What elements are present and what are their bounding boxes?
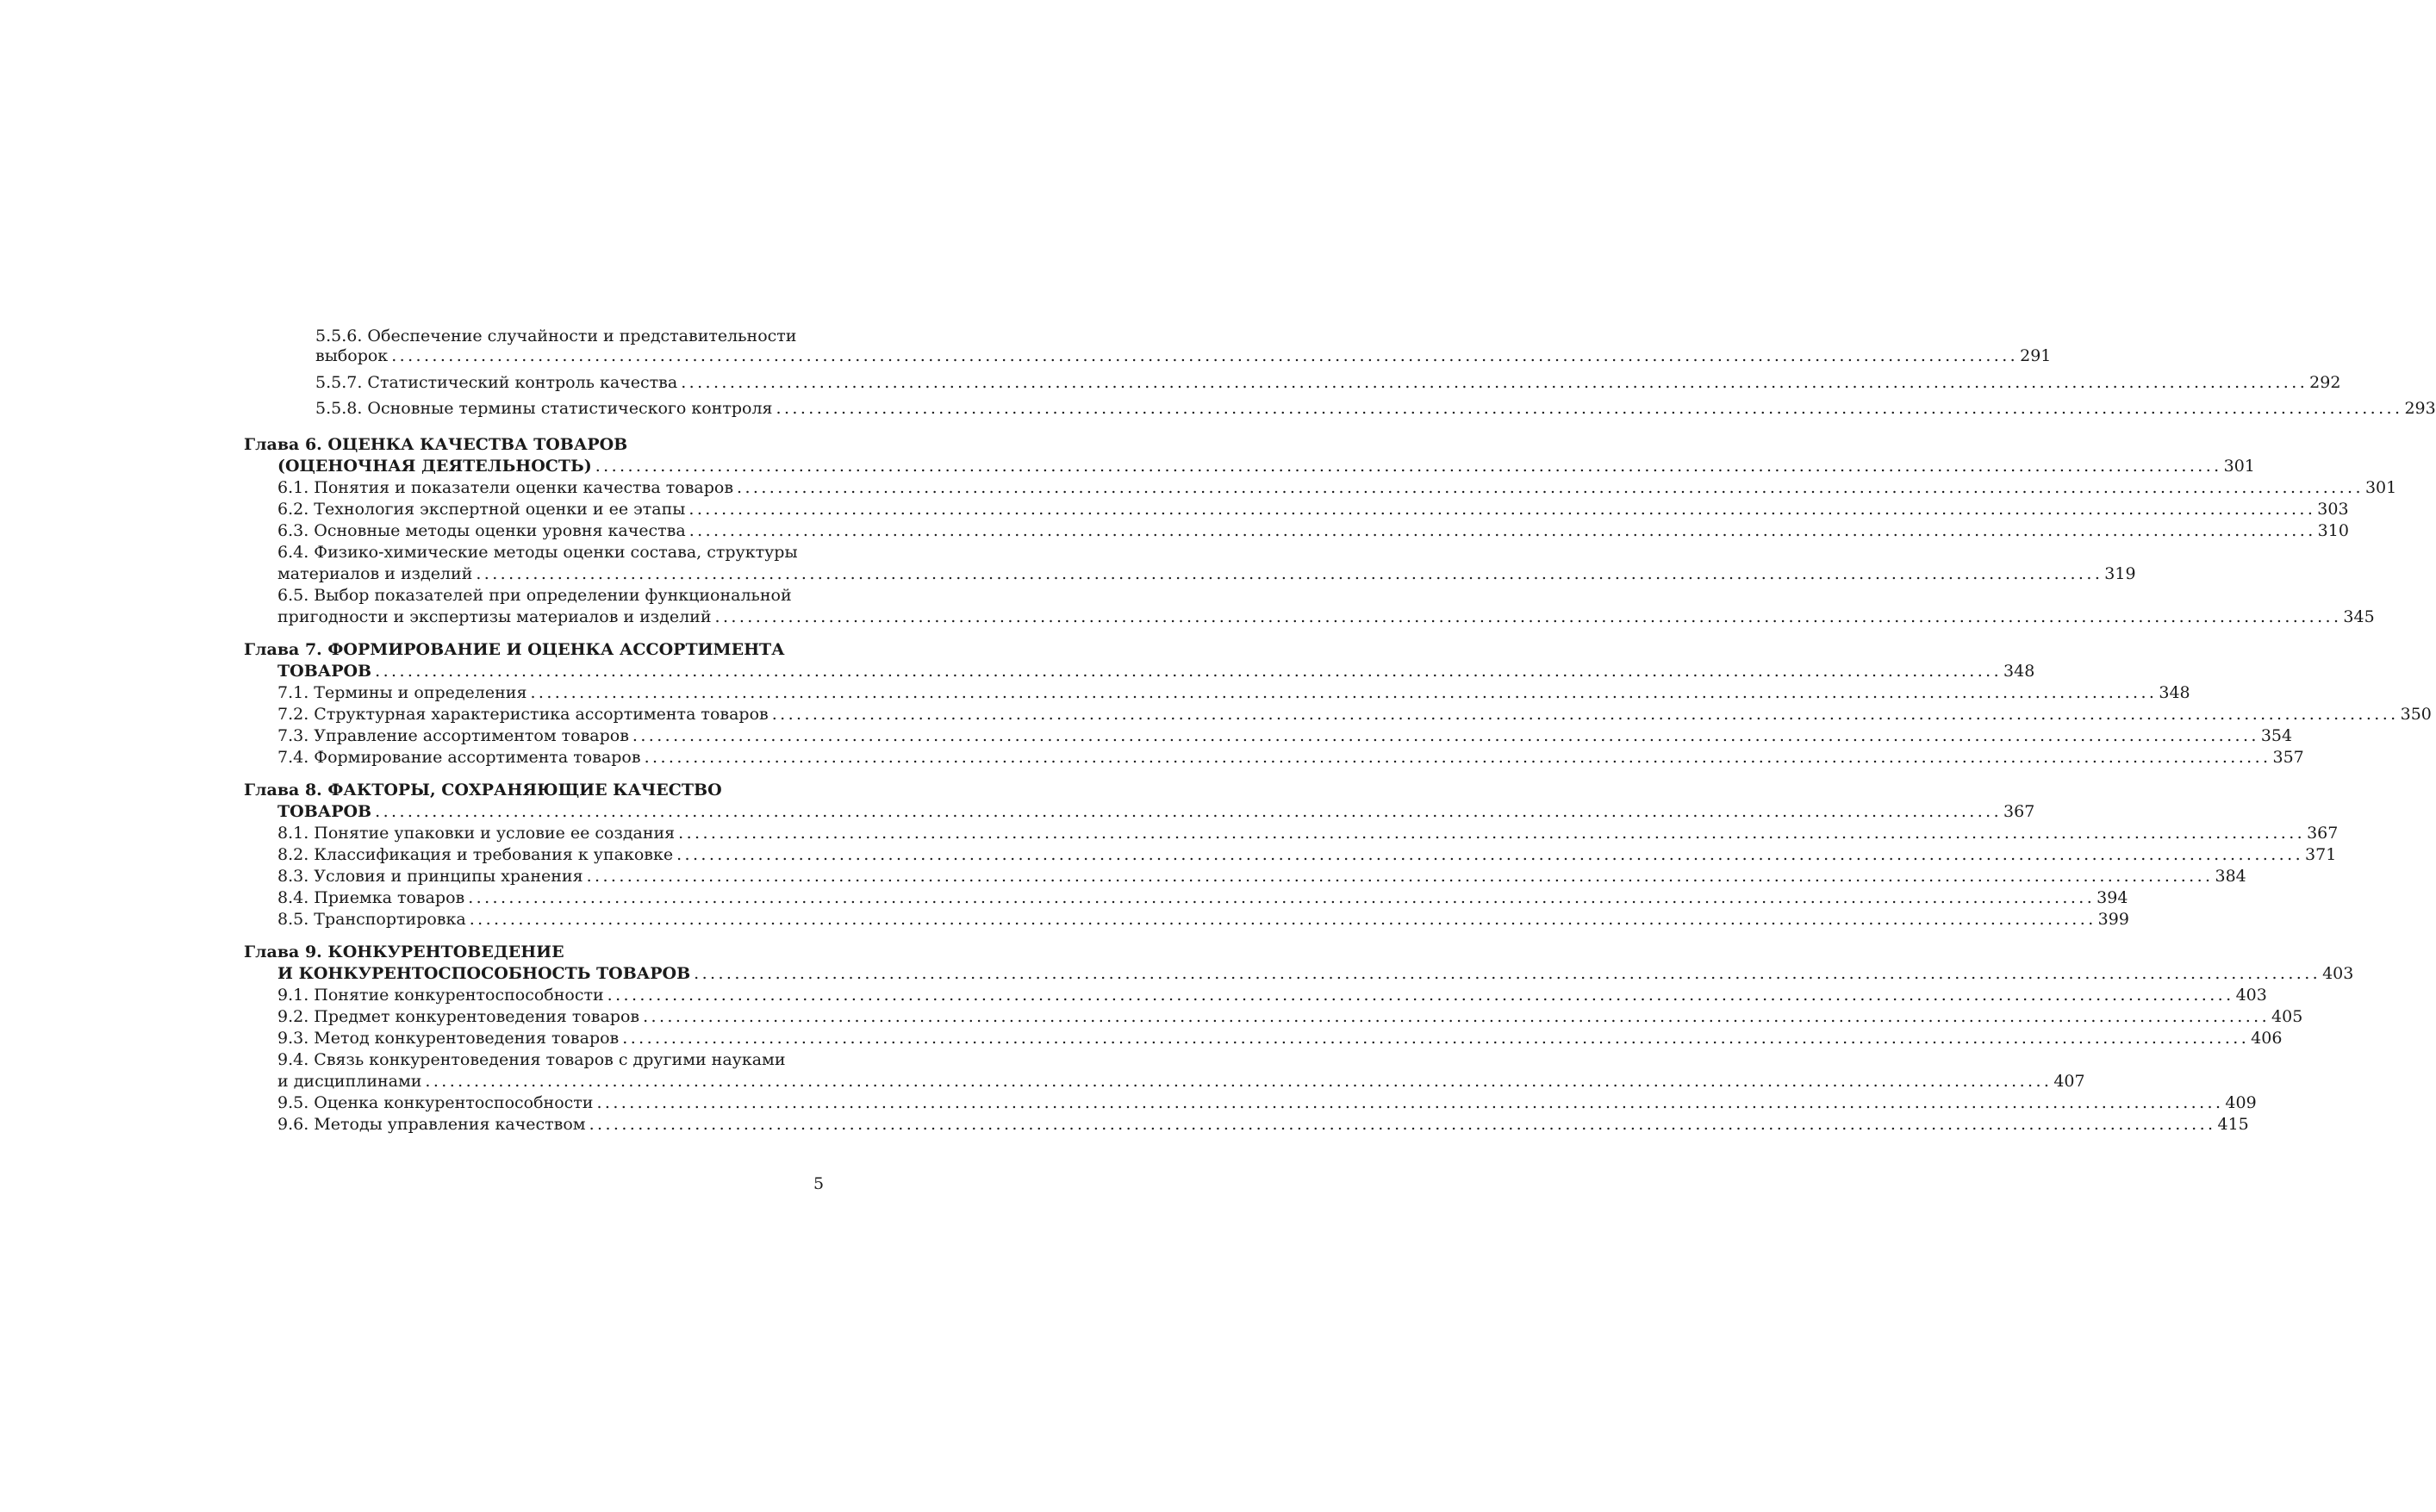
- toc-entry: [277, 823, 2339, 844]
- toc-page-ref: 293: [2404, 399, 2436, 418]
- chapter-label: Глава 8.: [244, 781, 328, 800]
- toc-page-ref: 403: [2235, 986, 2267, 1005]
- toc-entry: [277, 1071, 2085, 1092]
- toc-entry-title: [277, 682, 526, 704]
- toc-entry-title: [277, 1092, 593, 1114]
- toc-entry-text: ФАКТОРЫ, СОХРАНЯЮЩИЕ КАЧЕСТВО: [327, 781, 722, 800]
- toc-entry: [277, 563, 2136, 585]
- toc-entry: [277, 1006, 2303, 1028]
- toc-page-ref: 384: [2215, 867, 2246, 886]
- toc-entry-text: 8.1. Понятие упаковки и условие ее создания: [277, 824, 676, 843]
- toc-page-ref: 348: [2003, 662, 2035, 681]
- dot-leader: ........................................................................................................................................................................................................: [607, 986, 2234, 1005]
- toc-entry-title: [277, 1028, 619, 1049]
- toc-page-ref: 301: [2364, 478, 2397, 497]
- toc-entry-text: 9.1. Понятие конкурентоспособности: [277, 986, 604, 1005]
- toc-entry-title: [277, 1050, 786, 1069]
- toc-entry-text: 9.5. Оценка конкурентоспособности: [277, 1093, 594, 1112]
- toc-page-ref: 415: [2217, 1115, 2249, 1134]
- toc-entry-title: [277, 747, 641, 768]
- dot-leader: ........................................................................................................................................................................................................: [589, 1115, 2216, 1134]
- toc-entry-text: 5.5.8. Основные термины статистического контроля: [315, 399, 773, 418]
- dot-leader: ........................................................................................................................................................................................................: [622, 1029, 2250, 1048]
- toc-entry-text: 5.5.7. Статистический контроль качества: [315, 373, 678, 392]
- dot-leader: ........................................................................................................................................................................................................: [771, 705, 2399, 724]
- dot-leader: ........................................................................................................................................................................................................: [476, 564, 2103, 583]
- toc-page-ref: 348: [2159, 683, 2190, 702]
- toc-entry-title: [277, 477, 733, 499]
- chapter-label: Глава 7.: [244, 640, 328, 659]
- toc-entry: [277, 585, 830, 607]
- toc-entry: [244, 780, 830, 801]
- toc-entry-title: [277, 499, 685, 520]
- toc-entry-text: 7.1. Термины и определения: [277, 683, 527, 702]
- dot-leader: ........................................................................................................................................................................................................: [644, 748, 2271, 767]
- toc-page-ref: 303: [2317, 500, 2349, 519]
- toc-entry-text: 6.4. Физико-химические методы оценки состава, структуры: [277, 543, 798, 562]
- toc-page-ref: 310: [2317, 521, 2349, 540]
- toc-entry-title: [277, 887, 464, 909]
- chapter-label: Глава 6.: [244, 435, 328, 454]
- toc-entry-title: [277, 607, 712, 628]
- toc-entry-text: 6.1. Понятия и показатели оценки качества товаров: [277, 478, 734, 497]
- toc-entry-text: пригодности и экспертизы материалов и изделий: [277, 607, 712, 626]
- dot-leader: ........................................................................................................................................................................................................: [688, 500, 2316, 519]
- toc-page-ref: 291: [2020, 346, 2052, 365]
- toc-entry: [277, 661, 2035, 682]
- toc-page-ref: 354: [2260, 726, 2293, 745]
- toc-entry-title: [277, 1006, 639, 1028]
- toc-page-ref: 409: [2225, 1093, 2257, 1112]
- page-number: 5: [813, 1174, 825, 1193]
- toc-entry-text: и дисциплинами: [277, 1072, 422, 1091]
- toc-entry-title: [277, 909, 466, 930]
- toc-entry-title: [244, 640, 785, 659]
- dot-leader: ........................................................................................................................................................................................................: [688, 521, 2316, 540]
- toc-entry-text: (ОЦЕНОЧНАЯ ДЕЯТЕЛЬНОСТЬ): [277, 457, 592, 476]
- toc-entry-text: ОЦЕНКА КАЧЕСТВА ТОВАРОВ: [327, 435, 628, 454]
- toc-page-ref: 406: [2251, 1029, 2283, 1048]
- chapter-label: Глава 9.: [244, 943, 328, 961]
- toc-entry-text: 9.4. Связь конкурентоведения товаров с другими науками: [277, 1050, 786, 1069]
- toc-entry-title: [277, 543, 798, 562]
- toc-entry: [277, 1049, 830, 1071]
- toc-entry-text: КОНКУРЕНТОВЕДЕНИЕ: [327, 943, 564, 961]
- toc-page-ref: 394: [2096, 888, 2128, 907]
- dot-leader: ........................................................................................................................................................................................................: [632, 726, 2259, 745]
- toc-page-ref: 301: [2223, 457, 2255, 476]
- toc-entry-title: [315, 398, 773, 420]
- toc-entry: [277, 887, 2128, 909]
- toc-entry-title: [315, 327, 796, 345]
- toc-entry: [277, 1092, 2257, 1114]
- toc-entry-title: [277, 586, 792, 605]
- toc-entry-title: [277, 866, 583, 887]
- toc-entry: [277, 542, 830, 563]
- toc-entry-title: [277, 456, 592, 477]
- dot-leader: ........................................................................................................................................................................................................: [586, 867, 2214, 886]
- toc-entry-title: [315, 372, 677, 394]
- toc-entry-text: 8.2. Классификация и требования к упаковке: [277, 845, 674, 864]
- dot-leader: ........................................................................................................................................................................................................: [681, 373, 2308, 392]
- toc-entry-title: [277, 985, 604, 1006]
- toc-entry: [277, 499, 2349, 520]
- toc-page-ref: 371: [2305, 845, 2337, 864]
- toc-entry-text: 9.2. Предмет конкурентоведения товаров: [277, 1007, 640, 1026]
- toc-entry-title: [277, 823, 675, 844]
- dot-leader: ........................................................................................................................................................................................................: [469, 910, 2096, 929]
- toc-entry-text: 8.3. Условия и принципы хранения: [277, 867, 583, 886]
- toc-entry: [277, 1028, 2283, 1049]
- toc-entry: [277, 704, 2432, 725]
- dot-leader: ........................................................................................................................................................................................................: [678, 824, 2306, 843]
- toc-entry: [277, 747, 2304, 768]
- toc-entry-text: ТОВАРОВ: [277, 802, 372, 821]
- toc-page-ref: 367: [2003, 802, 2035, 821]
- toc-entry-title: [277, 844, 673, 866]
- toc-entry-title: [315, 345, 388, 367]
- dot-leader: ........................................................................................................................................................................................................: [391, 346, 2019, 365]
- dot-leader: ........................................................................................................................................................................................................: [375, 802, 2003, 821]
- toc-entry-title: [277, 963, 690, 985]
- toc-page-ref: 403: [2322, 964, 2354, 983]
- toc-entry: [315, 326, 830, 347]
- toc-entry-text: ТОВАРОВ: [277, 662, 372, 681]
- toc-entry: [277, 682, 2190, 704]
- toc-entry-text: 6.5. Выбор показателей при определении функциональной: [277, 586, 792, 605]
- toc-entry: [244, 434, 830, 456]
- toc-entry-text: 5.5.6. Обеспечение случайности и представительности: [315, 327, 797, 345]
- toc-entry: [315, 372, 2341, 394]
- toc-entry-text: материалов и изделий: [277, 564, 473, 583]
- toc-entry-text: 7.4. Формирование ассортимента товаров: [277, 748, 641, 767]
- toc-entry-text: 9.3. Метод конкурентоведения товаров: [277, 1029, 620, 1048]
- dot-leader: ........................................................................................................................................................................................................: [425, 1072, 2053, 1091]
- toc-page-ref: 319: [2104, 564, 2136, 583]
- dot-leader: ........................................................................................................................................................................................................: [468, 888, 2096, 907]
- dot-leader: ........................................................................................................................................................................................................: [375, 662, 2003, 681]
- toc-entry: [277, 1114, 2249, 1136]
- dot-leader: ........................................................................................................................................................................................................: [596, 1093, 2224, 1112]
- toc-entry: [277, 801, 2035, 823]
- toc-page-ref: 350: [2400, 705, 2432, 724]
- toc-page-ref: 357: [2272, 748, 2304, 767]
- toc-entry: [315, 345, 2052, 367]
- toc-entry-text: 8.4. Приемка товаров: [277, 888, 465, 907]
- toc-entry-text: 6.3. Основные методы оценки уровня качества: [277, 521, 686, 540]
- toc-page-ref: 292: [2309, 373, 2341, 392]
- toc-page-ref: 345: [2343, 607, 2375, 626]
- toc-entry-text: И КОНКУРЕНТОСПОСОБНОСТЬ ТОВАРОВ: [277, 964, 691, 983]
- dot-leader: ........................................................................................................................................................................................................: [776, 399, 2403, 418]
- toc-entry: [244, 639, 830, 661]
- toc-entry: [277, 963, 2354, 985]
- toc-entry-title: [277, 661, 371, 682]
- dot-leader: ........................................................................................................................................................................................................: [595, 457, 2222, 476]
- toc-entry: [244, 942, 830, 963]
- toc-entry-title: [277, 704, 769, 725]
- toc-entry-text: 8.5. Транспортировка: [277, 910, 466, 929]
- toc-entry-title: [244, 435, 627, 454]
- toc-entry-text: 6.2. Технология экспертной оценки и ее этапы: [277, 500, 686, 519]
- dot-leader: ........................................................................................................................................................................................................: [643, 1007, 2271, 1026]
- dot-leader: ........................................................................................................................................................................................................: [530, 683, 2158, 702]
- toc-entry: [277, 866, 2246, 887]
- toc-page-ref: 407: [2053, 1072, 2085, 1091]
- toc-entry: [277, 985, 2267, 1006]
- toc-entry-title: [277, 520, 686, 542]
- toc-entry-title: [277, 725, 629, 747]
- dot-leader: ........................................................................................................................................................................................................: [737, 478, 2364, 497]
- toc-entry-title: [277, 1071, 421, 1092]
- toc-page-ref: 405: [2271, 1007, 2303, 1026]
- toc-entry-text: ФОРМИРОВАНИЕ И ОЦЕНКА АССОРТИМЕНТА: [327, 640, 785, 659]
- toc-entry-text: выборок: [315, 346, 389, 365]
- toc-entry-text: 7.3. Управление ассортиментом товаров: [277, 726, 629, 745]
- toc-entry-title: [277, 1114, 586, 1136]
- dot-leader: ........................................................................................................................................................................................................: [694, 964, 2321, 983]
- toc-entry: [277, 607, 2375, 628]
- toc-entry: [277, 844, 2337, 866]
- toc-entry-title: [277, 563, 472, 585]
- dot-leader: ........................................................................................................................................................................................................: [676, 845, 2304, 864]
- toc-entry-text: 7.2. Структурная характеристика ассортимента товаров: [277, 705, 769, 724]
- toc-entry-text: 9.6. Методы управления качеством: [277, 1115, 586, 1134]
- toc-entry-title: [244, 943, 564, 961]
- toc-entry: [277, 725, 2293, 747]
- toc-page-ref: 367: [2307, 824, 2339, 843]
- toc-entry: [277, 520, 2349, 542]
- toc-page-ref: 399: [2097, 910, 2129, 929]
- toc-entry: [277, 909, 2129, 930]
- toc-entry: [277, 456, 2255, 477]
- dot-leader: ........................................................................................................................................................................................................: [714, 607, 2342, 626]
- toc-entry: [277, 477, 2397, 499]
- toc-entry-title: [277, 801, 371, 823]
- toc-entry-title: [244, 781, 722, 800]
- toc-entry: [315, 398, 2436, 420]
